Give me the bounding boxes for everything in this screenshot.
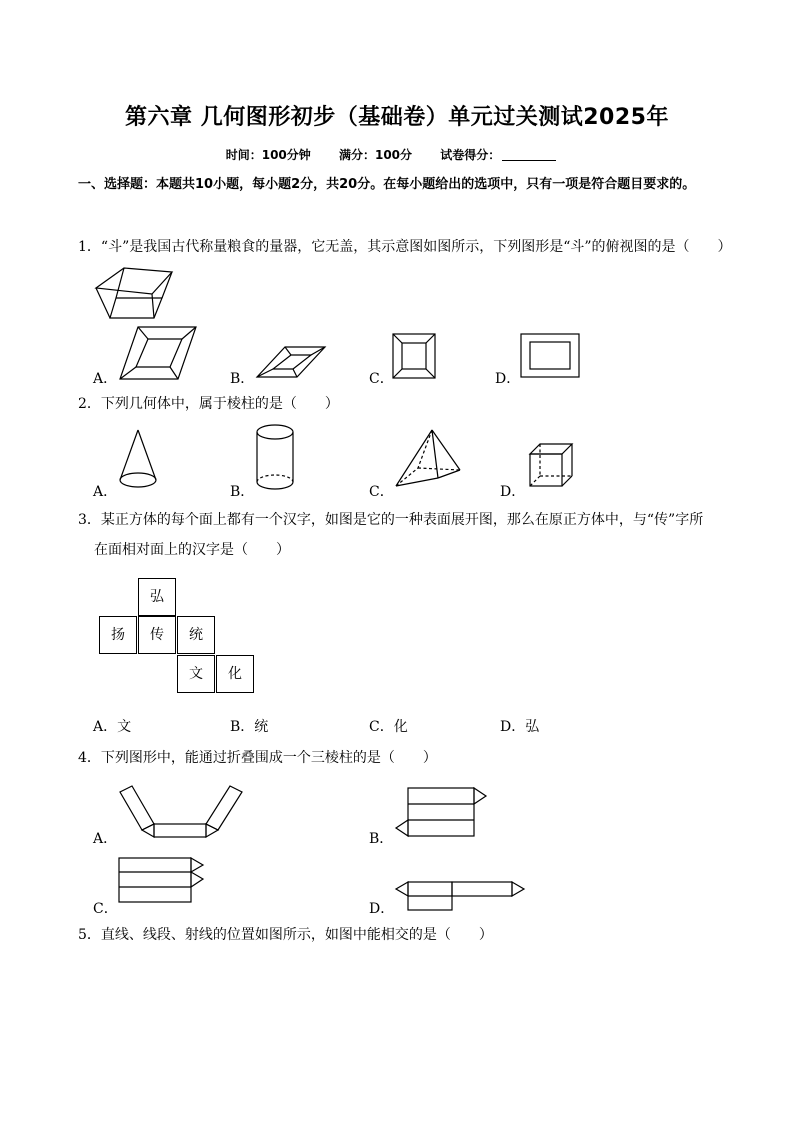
q3-option-a[interactable]: A．文 xyxy=(93,719,132,735)
square-frustum-top-view-icon xyxy=(392,333,436,379)
exam-meta xyxy=(0,146,794,163)
q1-option-c[interactable]: C． xyxy=(369,371,394,387)
q3-option-d[interactable]: D．弘 xyxy=(500,719,540,735)
q3-option-b[interactable]: B．统 xyxy=(230,719,269,735)
q4-option-c[interactable]: C． xyxy=(93,901,118,917)
question-3-text-line1: 3．某正方体的每个面上都有一个汉字，如图是它的一种表面展开图，那么在原正方体中，与“传”字所 xyxy=(78,512,704,528)
q4-option-b[interactable]: B． xyxy=(369,831,394,847)
page-title: 第六章 几何图形初步（基础卷）单元过关测试2025年 xyxy=(125,105,669,130)
three-rect-net-icon xyxy=(117,856,207,904)
q2-option-c[interactable]: C． xyxy=(369,484,394,500)
q4-option-a[interactable]: A． xyxy=(93,831,118,847)
nested-rectangles-icon xyxy=(520,333,582,379)
net-cell: 文 xyxy=(177,655,215,693)
pyramid-icon xyxy=(394,428,464,490)
cone-icon xyxy=(118,428,160,492)
flat-parallelogram-frame-icon xyxy=(255,345,327,379)
question-2-text: 2．下列几何体中，属于棱柱的是（ ） xyxy=(78,396,339,412)
net-cell: 化 xyxy=(216,655,254,693)
net-cell: 弘 xyxy=(138,578,176,616)
net-cell: 扬 xyxy=(99,616,137,654)
cube-icon xyxy=(528,442,574,490)
long-strip-net-icon xyxy=(394,880,526,912)
question-3-text-line2: 在面相对面上的汉字是（ ） xyxy=(94,542,290,558)
paper-score-label: 试卷得分： xyxy=(440,148,501,162)
paper-score xyxy=(440,148,568,162)
exam-time: 时间：100分钟 xyxy=(225,148,311,162)
q2-option-a[interactable]: A． xyxy=(93,484,118,500)
q1-option-a[interactable]: A． xyxy=(93,371,118,387)
section-heading: 一、选择题：本题共10小题，每小题2分，共20分。在每小题给出的选项中，只有一项是符合题目要求的。 xyxy=(78,177,696,192)
q1-option-b[interactable]: B． xyxy=(230,371,255,387)
paper-score-blank[interactable] xyxy=(502,160,556,161)
parallelogram-frame-icon xyxy=(118,325,198,381)
cylinder-icon xyxy=(255,424,297,492)
folded-strip-net-icon xyxy=(118,780,244,840)
q3-option-c[interactable]: C．化 xyxy=(369,719,408,735)
net-cell: 统 xyxy=(177,616,215,654)
q4-option-d[interactable]: D． xyxy=(369,901,395,917)
q2-option-b[interactable]: B． xyxy=(230,484,255,500)
q1-option-d[interactable]: D． xyxy=(495,371,521,387)
open-box-frustum-icon xyxy=(94,266,174,324)
q2-option-d[interactable]: D． xyxy=(500,484,526,500)
question-5-text: 5．直线、线段、射线的位置如图所示，如图中能相交的是（ ） xyxy=(78,927,493,943)
question-4-text: 4．下列图形中，能通过折叠围成一个三棱柱的是（ ） xyxy=(78,750,437,766)
triangular-prism-net-icon xyxy=(394,786,488,838)
exam-full-score: 满分：100分 xyxy=(338,148,413,162)
net-cell: 传 xyxy=(138,616,176,654)
question-1-text: 1．“斗”是我国古代称量粮食的量器，它无盖，其示意图如图所示，下列图形是“斗”的俯视图的是（ ） xyxy=(78,239,732,255)
